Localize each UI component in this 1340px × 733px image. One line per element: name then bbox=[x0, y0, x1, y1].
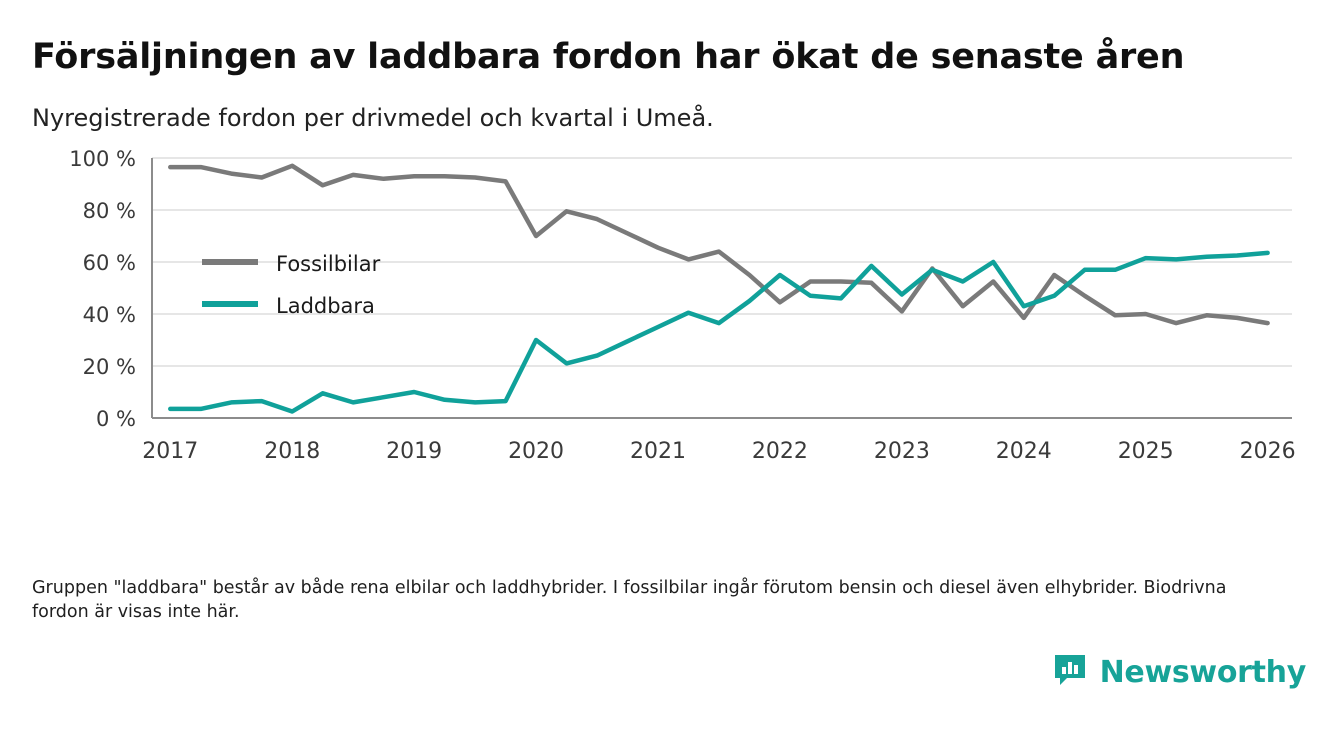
chart-footnote: Gruppen "laddbara" består av både rena elbilar och laddhybrider. I fossilbilar ingår förutom bensin och diesel även elhybrider. Biodrivna fordon är visas inte här. bbox=[32, 577, 1227, 622]
x-axis-tick-labels bbox=[142, 439, 1295, 464]
x-tick-label: 2022 bbox=[751, 439, 808, 464]
x-tick-label: 2026 bbox=[1239, 439, 1296, 464]
x-tick-label: 2024 bbox=[995, 439, 1052, 464]
series-lines bbox=[170, 166, 1267, 412]
legend-label: Laddbara bbox=[276, 294, 375, 318]
chart-svg bbox=[32, 150, 1308, 480]
y-tick-label: 40 % bbox=[82, 303, 136, 327]
line-chart bbox=[32, 150, 1308, 480]
grid-lines bbox=[152, 158, 1292, 418]
y-tick-label: 0 % bbox=[96, 407, 136, 431]
page-subtitle: Nyregistrerade fordon per drivmedel och kvartal i Umeå. bbox=[32, 104, 714, 132]
x-tick-label: 2025 bbox=[1117, 439, 1174, 464]
page-title: Försäljningen av laddbara fordon har ökat de senaste åren bbox=[32, 37, 1185, 77]
x-tick-label: 2021 bbox=[629, 439, 686, 464]
brand-name: Newsworthy bbox=[1099, 654, 1306, 690]
x-tick-label: 2023 bbox=[873, 439, 930, 464]
y-tick-label: 60 % bbox=[82, 251, 136, 275]
x-tick-label: 2020 bbox=[508, 439, 565, 464]
newsworthy-brand bbox=[1051, 651, 1306, 693]
series-line-laddbara bbox=[170, 253, 1267, 412]
y-tick-label: 20 % bbox=[82, 355, 136, 379]
bar-chart-logo-icon bbox=[1051, 651, 1089, 693]
x-tick-label: 2019 bbox=[386, 439, 443, 464]
legend-label: Fossilbilar bbox=[276, 252, 381, 276]
x-tick-label: 2017 bbox=[142, 439, 199, 464]
x-tick-label: 2018 bbox=[264, 439, 321, 464]
y-tick-label: 80 % bbox=[82, 199, 136, 223]
chart-legend bbox=[202, 252, 381, 318]
y-axis-tick-labels bbox=[69, 150, 136, 431]
y-tick-label: 100 % bbox=[69, 150, 136, 171]
